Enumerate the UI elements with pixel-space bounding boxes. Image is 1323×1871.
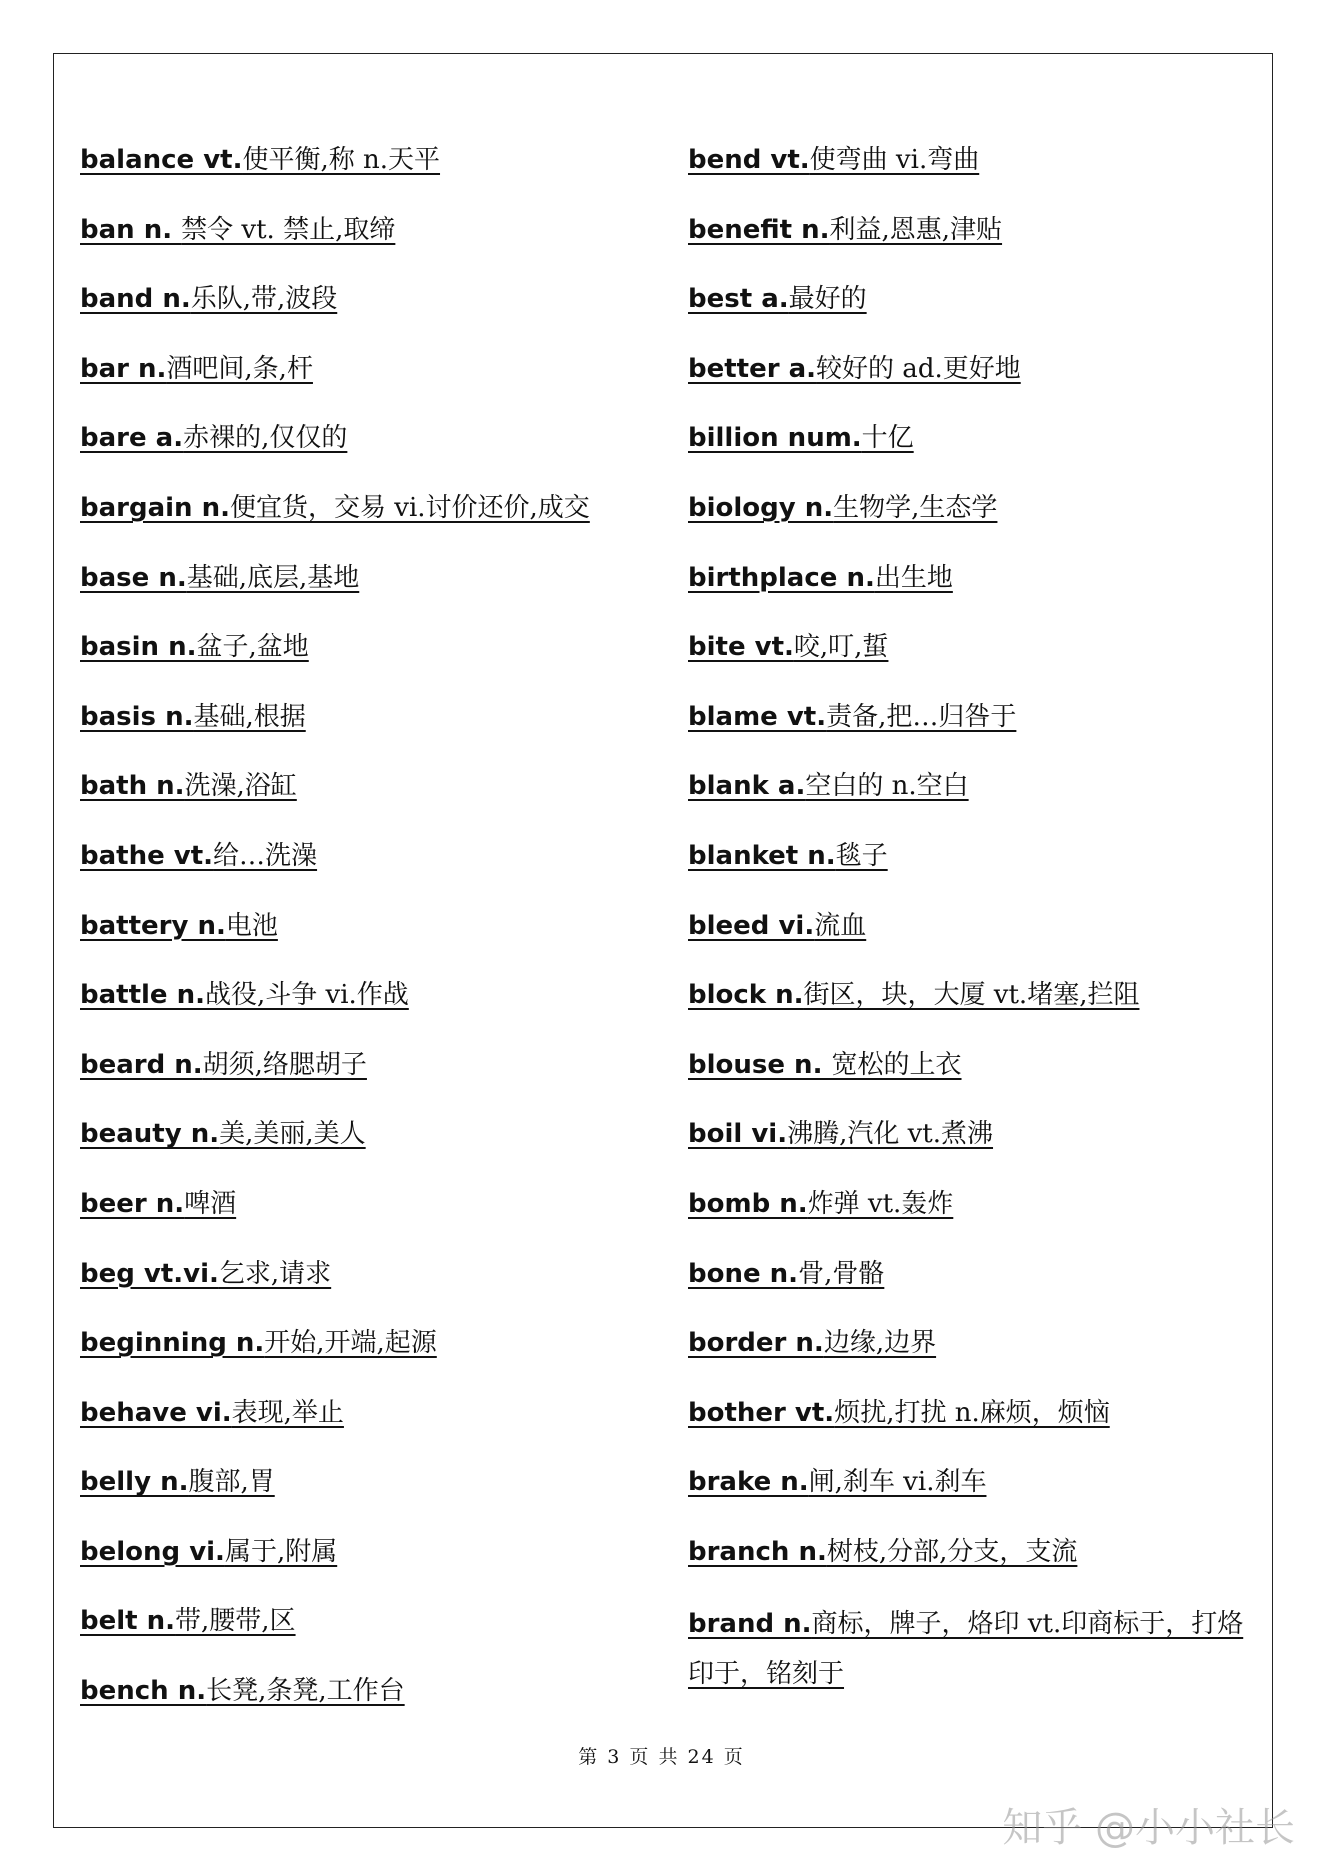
- vocab-definition: 便宜货，交易 vi.讨价还价,成交: [230, 492, 590, 523]
- vocab-entry-underlined: [688, 1537, 1077, 1567]
- vocab-definition: 骨,骨骼: [798, 1258, 885, 1289]
- vocab-entry: [688, 277, 1263, 347]
- vocab-entry-underlined: [688, 980, 1139, 1010]
- vocab-definition: 胡须,络腮胡子: [202, 1049, 367, 1080]
- vocab-definition: 乞求,请求: [218, 1258, 332, 1289]
- vocab-entry-underlined: [688, 215, 1002, 245]
- vocab-word: battery n.: [80, 910, 226, 941]
- vocab-definition: 腹部,胃: [188, 1467, 275, 1498]
- vocab-entry-underlined: [688, 911, 866, 941]
- vocab-entry: [80, 973, 660, 1043]
- vocab-entry-underlined: [80, 911, 278, 941]
- vocab-definition: 街区，块，大厦 vt.堵塞,拦阻: [803, 980, 1140, 1011]
- vocab-entry-underlined: [688, 841, 888, 871]
- vocab-entry: [688, 1530, 1263, 1600]
- vocab-definition: 毯子: [835, 840, 888, 871]
- vocab-entry: [688, 1599, 1263, 1699]
- vocab-word: beginning n.: [80, 1328, 265, 1359]
- vocab-entry: [80, 695, 660, 765]
- vocab-word: beer n.: [80, 1188, 185, 1219]
- vocab-entry: [80, 1599, 660, 1669]
- vocab-definition: 禁令 vt. 禁止,取缔: [181, 214, 396, 245]
- vocab-word: bomb n.: [688, 1188, 808, 1219]
- vocab-entry-underlined: [688, 1609, 1243, 1689]
- vocab-entry-underlined: [688, 1467, 986, 1497]
- vocab-word: basin n.: [80, 632, 197, 663]
- vocab-entry: [80, 416, 660, 486]
- vocab-definition: 带,腰带,区: [175, 1606, 296, 1637]
- vocab-word: basis n.: [80, 701, 194, 732]
- vocab-word: benefit n.: [688, 214, 830, 245]
- vocab-definition: 赤裸的,仅仅的: [183, 423, 348, 454]
- vocab-word: beard n.: [80, 1049, 203, 1080]
- vocab-entry: [688, 1112, 1263, 1182]
- vocab-definition: 沸腾,汽化 vt.煮沸: [787, 1119, 994, 1150]
- vocab-word: bench n.: [80, 1676, 207, 1707]
- vocab-word: belly n.: [80, 1467, 189, 1498]
- vocab-entry: [80, 347, 660, 417]
- vocab-word: border n.: [688, 1328, 824, 1359]
- vocab-entry-underlined: [80, 563, 359, 593]
- vocab-word: bare a.: [80, 423, 184, 454]
- vocab-entry-underlined: [80, 354, 313, 384]
- vocab-entry: [688, 1252, 1263, 1322]
- vocab-definition: 生物学,生态学: [833, 492, 998, 523]
- vocab-entry-underlined: [688, 1259, 884, 1289]
- vocab-entry: [80, 1391, 660, 1461]
- vocab-word: bite vt.: [688, 632, 794, 663]
- vocab-definition: 使弯曲 vi.弯曲: [809, 145, 980, 175]
- vocab-entry-underlined: [80, 215, 395, 245]
- vocab-word: boil vi.: [688, 1119, 788, 1150]
- vocab-word: best a.: [688, 284, 789, 315]
- vocab-entry-underlined: [80, 1537, 337, 1567]
- vocab-entry-underlined: [80, 632, 309, 662]
- vocab-definition: 表现,举止: [231, 1397, 344, 1428]
- vocab-definition: 属于,附属: [224, 1536, 338, 1567]
- watermark: 知乎 @小小社长: [1002, 1805, 1295, 1851]
- vocab-entry: [688, 347, 1263, 417]
- vocab-column-left: [80, 138, 660, 1739]
- vocab-entry-underlined: [80, 980, 409, 1010]
- vocab-entry: [688, 1460, 1263, 1530]
- vocab-definition: 树枝,分部,分支，支流: [826, 1536, 1078, 1567]
- vocab-entry: [80, 764, 660, 834]
- vocab-entry-underlined: [688, 493, 997, 523]
- vocab-word: bargain n.: [80, 492, 230, 523]
- vocab-word: base n.: [80, 562, 187, 593]
- vocab-entry: [80, 1669, 660, 1739]
- vocab-entry: [688, 973, 1263, 1043]
- vocab-entry-underlined: [688, 632, 888, 662]
- vocab-entry-underlined: [80, 145, 440, 175]
- vocab-word: brake n.: [688, 1467, 809, 1498]
- vocab-entry-underlined: [80, 1189, 236, 1219]
- vocab-entry-underlined: [80, 771, 297, 801]
- vocab-entry-underlined: [80, 423, 347, 453]
- vocab-word: bar n.: [80, 353, 167, 384]
- vocab-entry-underlined: [688, 1119, 993, 1149]
- vocab-definition: 流血: [814, 910, 867, 941]
- vocab-entry-underlined: [688, 1328, 936, 1358]
- vocab-definition: 责备,把…归咎于: [826, 701, 1017, 732]
- vocab-entry: [80, 1112, 660, 1182]
- vocab-definition: 酒吧间,条,杆: [166, 353, 313, 384]
- vocab-entry-underlined: [688, 354, 1021, 384]
- vocab-entry: [80, 277, 660, 347]
- vocab-entry-underlined: [80, 1676, 405, 1706]
- vocab-entry: [80, 138, 660, 208]
- vocab-definition: 使平衡,称 n.天平: [242, 145, 441, 175]
- vocab-entry: [688, 1321, 1263, 1391]
- vocab-entry: [80, 556, 660, 626]
- vocab-entry: [80, 625, 660, 695]
- vocab-entry-underlined: [80, 284, 337, 314]
- vocab-entry: [688, 1391, 1263, 1461]
- vocab-entry-underlined: [688, 702, 1016, 732]
- vocab-word: battle n.: [80, 980, 205, 1011]
- vocab-word: bleed vi.: [688, 910, 815, 941]
- vocab-entry-underlined: [80, 1467, 275, 1497]
- vocab-entry-underlined: [688, 1050, 962, 1080]
- vocab-word: billion num.: [688, 423, 862, 454]
- vocab-entry-underlined: [688, 423, 914, 453]
- vocab-definition: 电池: [225, 910, 278, 941]
- vocab-definition: 美,美丽,美人: [219, 1119, 366, 1150]
- vocab-entry: [688, 208, 1263, 278]
- vocab-entry: [688, 904, 1263, 974]
- vocab-word: blank a.: [688, 771, 806, 802]
- vocab-definition: 商标，牌子，烙印 vt.印商标于，打烙印于，铭刻于: [688, 1609, 1244, 1690]
- vocab-entry-underlined: [688, 1398, 1110, 1428]
- vocab-entry-underlined: [80, 1259, 331, 1289]
- vocab-word: balance vt.: [80, 145, 243, 175]
- vocab-definition: 出生地: [874, 562, 953, 593]
- vocab-entry: [688, 556, 1263, 626]
- vocab-definition: 利益,恩惠,津贴: [829, 214, 1003, 245]
- vocab-word: bother vt.: [688, 1397, 835, 1428]
- vocab-definition: 乐队,带,波段: [190, 284, 338, 315]
- vocab-definition: 啤酒: [184, 1188, 237, 1219]
- vocab-word: bathe vt.: [80, 840, 214, 871]
- vocab-word: biology n.: [688, 492, 834, 523]
- vocab-entry: [688, 486, 1263, 556]
- vocab-word: blouse n.: [688, 1049, 832, 1080]
- vocab-word: beauty n.: [80, 1119, 220, 1150]
- vocab-word: branch n.: [688, 1536, 827, 1567]
- vocab-word: bath n.: [80, 771, 185, 802]
- vocab-column-right: [688, 138, 1263, 1699]
- vocab-entry-underlined: [80, 841, 317, 871]
- vocab-entry-underlined: [80, 1050, 367, 1080]
- vocab-entry: [80, 1530, 660, 1600]
- vocab-word: beg vt.vi.: [80, 1258, 219, 1289]
- vocab-definition: 战役,斗争 vi.作战: [205, 980, 409, 1011]
- vocab-entry: [80, 486, 660, 556]
- vocab-word: brand n.: [688, 1609, 812, 1640]
- vocab-entry-underlined: [80, 493, 590, 523]
- vocab-definition: 长凳,条凳,工作台: [206, 1676, 405, 1707]
- vocab-definition: 给…洗澡: [213, 840, 318, 871]
- vocab-word: birthplace n.: [688, 562, 875, 593]
- vocab-word: bone n.: [688, 1258, 799, 1289]
- vocab-entry: [688, 764, 1263, 834]
- vocab-entry-underlined: [688, 145, 979, 175]
- vocab-entry-underlined: [80, 1119, 366, 1149]
- vocab-word: better a.: [688, 353, 817, 384]
- vocab-definition: 空白的 n.空白: [805, 771, 969, 802]
- vocab-entry-underlined: [688, 771, 969, 801]
- vocab-entry-underlined: [688, 284, 867, 314]
- vocab-definition: 炸弹 vt.轰炸: [807, 1188, 954, 1219]
- vocab-entry-underlined: [688, 1189, 953, 1219]
- vocab-word: blanket n.: [688, 840, 836, 871]
- vocab-word: block n.: [688, 980, 804, 1011]
- vocab-entry-underlined: [688, 563, 953, 593]
- vocab-entry-underlined: [80, 1328, 437, 1358]
- vocab-definition: 咬,叮,蜇: [793, 632, 889, 663]
- vocab-word: bend vt.: [688, 145, 810, 175]
- vocab-word: ban n.: [80, 214, 182, 245]
- vocab-entry: [80, 1321, 660, 1391]
- vocab-entry-underlined: [80, 1398, 344, 1428]
- vocab-entry: [80, 1460, 660, 1530]
- vocab-definition: 较好的 ad.更好地: [816, 353, 1021, 384]
- vocab-entry: [80, 1043, 660, 1113]
- vocab-definition: 盆子,盆地: [196, 632, 309, 663]
- vocab-entry-underlined: [80, 1606, 296, 1636]
- vocab-entry: [80, 208, 660, 278]
- vocab-word: band n.: [80, 284, 191, 315]
- vocab-entry: [688, 695, 1263, 765]
- vocab-word: blame vt.: [688, 701, 827, 732]
- vocab-entry: [80, 1182, 660, 1252]
- vocab-definition: 基础,根据: [193, 701, 306, 732]
- vocab-entry: [688, 1043, 1263, 1113]
- vocab-definition: 基础,底层,基地: [186, 562, 360, 593]
- vocab-word: behave vi.: [80, 1397, 232, 1428]
- vocab-definition: 闸,刹车 vi.刹车: [808, 1467, 987, 1498]
- vocab-entry: [688, 416, 1263, 486]
- vocab-entry: [80, 904, 660, 974]
- vocab-definition: 洗澡,浴缸: [184, 771, 297, 802]
- vocab-entry: [80, 1252, 660, 1322]
- vocab-entry-underlined: [80, 702, 306, 732]
- page-number-footer: 第 3 页 共 24 页: [578, 1746, 745, 1768]
- vocab-entry: [688, 1182, 1263, 1252]
- vocab-word: belt n.: [80, 1606, 176, 1637]
- vocab-definition: 十亿: [861, 423, 914, 454]
- vocab-definition: 宽松的上衣: [831, 1049, 962, 1080]
- vocab-entry: [688, 625, 1263, 695]
- vocab-definition: 烦扰,打扰 n.麻烦，烦恼: [834, 1397, 1110, 1428]
- vocab-definition: 开始,开端,起源: [264, 1328, 437, 1359]
- vocab-entry: [80, 834, 660, 904]
- vocab-definition: 最好的: [788, 284, 867, 315]
- vocab-word: belong vi.: [80, 1536, 225, 1567]
- vocab-entry: [688, 138, 1263, 208]
- vocab-definition: 边缘,边界: [823, 1328, 937, 1359]
- vocab-entry: [688, 834, 1263, 904]
